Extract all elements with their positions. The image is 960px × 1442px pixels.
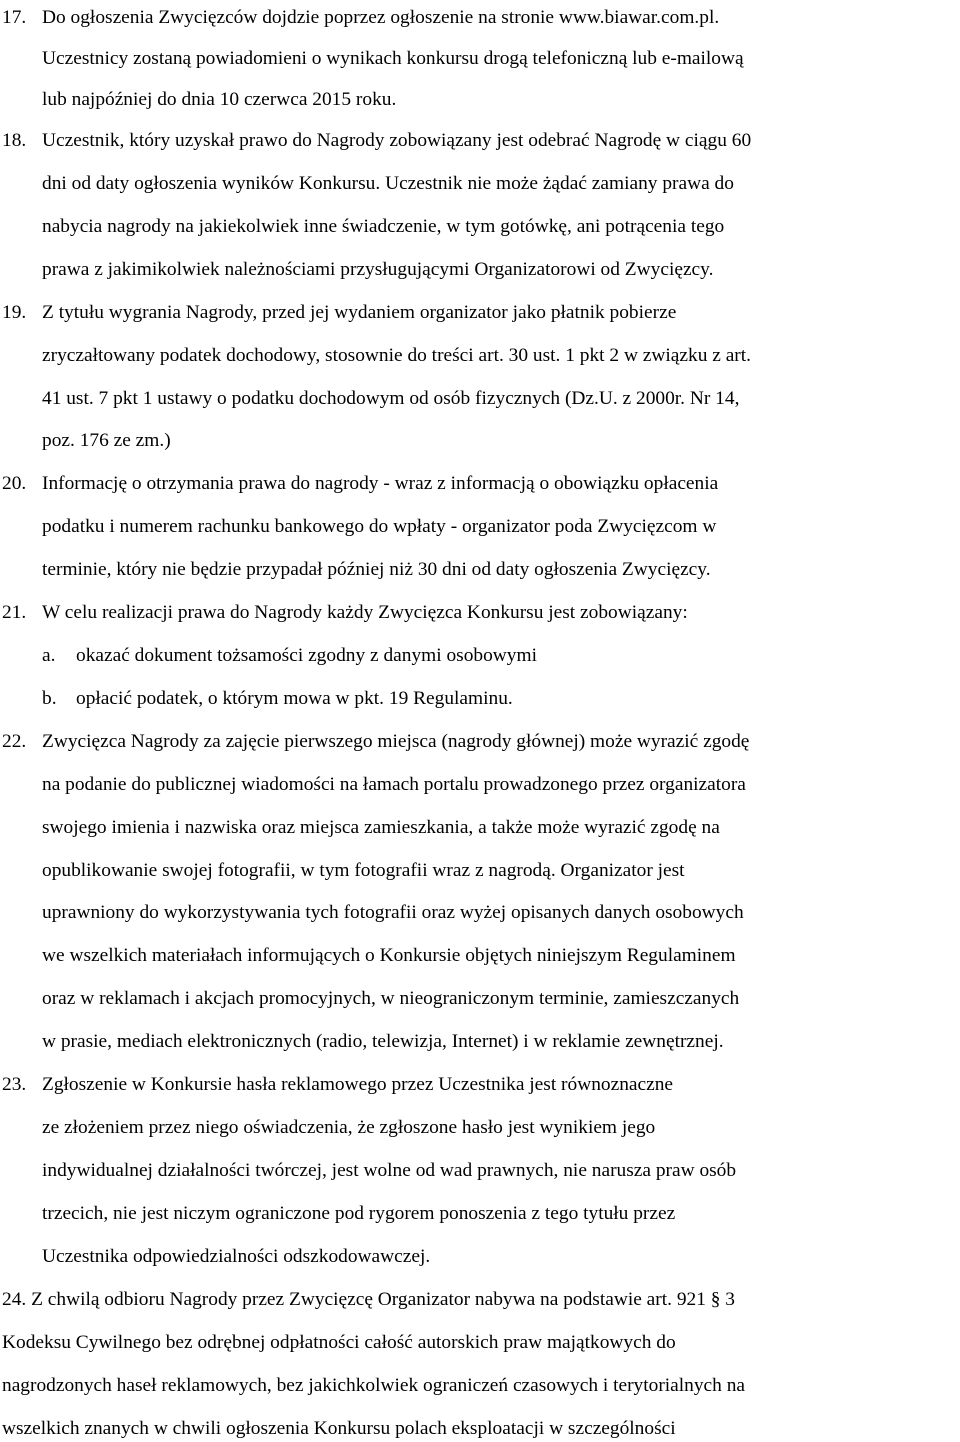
item-text: swojego imienia i nazwiska oraz miejsca zamieszkania, a także może wyrazić zgodę na (42, 817, 720, 838)
item-text: dni od daty ogłoszenia wyników Konkursu. Uczestnik nie może żądać zamiany prawa do (42, 173, 734, 194)
item-text: we wszelkich materiałach informujących o Konkursie objętych niniejszym Regulaminem (42, 945, 736, 966)
item-text: Kodeksu Cywilnego bez odrębnej odpłatności całość autorskich praw majątkowych do (2, 1332, 676, 1353)
item-text: Z tytułu wygrania Nagrody, przed jej wydaniem organizator jako płatnik pobierze (42, 302, 677, 323)
item-text: Zwycięzca Nagrody za zajęcie pierwszego miejsca (nagrody głównej) może wyrazić zgodę (42, 731, 750, 752)
item-number: 18. (2, 130, 27, 151)
item-text: uprawniony do wykorzystywania tych fotografii oraz wyżej opisanych danych osobowych (42, 902, 744, 923)
item-number: 19. (2, 302, 27, 323)
item-text: nagrodzonych haseł reklamowych, bez jakichkolwiek ograniczeń czasowych i terytorialnych na (2, 1375, 746, 1396)
item-number: 22. (2, 731, 27, 752)
item-text: Informację o otrzymania prawa do nagrody - wraz z informacją o obowiązku opłacenia (42, 473, 719, 494)
item-text: wszelkich znanych w chwili ogłoszenia Konkursu polach eksploatacji w szczególności (2, 1418, 676, 1439)
item-text: podatku i numerem rachunku bankowego do wpłaty - organizator poda Zwycięzcom w (42, 516, 717, 537)
item-text: opublikowanie swojej fotografii, w tym fotografii wraz z nagrodą. Organizator jest (42, 860, 685, 881)
item-text: prawa z jakimikolwiek należnościami przysługującymi Organizatorowi od Zwycięzcy. (42, 259, 714, 280)
item-text: Uczestnika odpowiedzialności odszkodowawczej. (42, 1246, 431, 1267)
item-text: terminie, który nie będzie przypadał później niż 30 dni od daty ogłoszenia Zwycięzcy. (42, 559, 711, 580)
item-text: Uczestnicy zostaną powiadomieni o wynikach konkursu drogą telefoniczną lub e-mailową (42, 48, 744, 69)
item-text: na podanie do publicznej wiadomości na łamach portalu prowadzonego przez organizatora (42, 774, 746, 795)
sub-item-letter: a. (42, 645, 56, 666)
item-number: 23. (2, 1074, 27, 1095)
item-text: lub najpóźniej do dnia 10 czerwca 2015 roku. (42, 89, 397, 110)
item-text: 41 ust. 7 pkt 1 ustawy o podatku dochodowym od osób fizycznych (Dz.U. z 2000r. Nr 14, (42, 388, 740, 409)
item-text: 24. Z chwilą odbioru Nagrody przez Zwycięzcę Organizator nabywa na podstawie art. 921 § 3 (2, 1289, 735, 1310)
sub-item-text: opłacić podatek, o którym mowa w pkt. 19 Regulaminu. (76, 688, 513, 709)
sub-item-text: okazać dokument tożsamości zgodny z danymi osobowymi (76, 645, 537, 666)
item-text: indywidualnej działalności twórczej, jest wolne od wad prawnych, nie narusza praw osób (42, 1160, 737, 1181)
item-text: poz. 176 ze zm.) (42, 430, 171, 451)
item-text: Uczestnik, który uzyskał prawo do Nagrody zobowiązany jest odebrać Nagrodę w ciągu 60 (42, 130, 752, 151)
item-text: Zgłoszenie w Konkursie hasła reklamowego przez Uczestnika jest równoznaczne (42, 1074, 674, 1095)
item-text: W celu realizacji prawa do Nagrody każdy Zwycięzca Konkursu jest zobowiązany: (42, 602, 688, 623)
item-number: 21. (2, 602, 27, 623)
item-text: nabycia nagrody na jakiekolwiek inne świadczenie, w tym gotówkę, ani potrącenia tego (42, 216, 725, 237)
item-number: 17. (2, 7, 27, 28)
sub-item-letter: b. (42, 688, 57, 709)
item-text: oraz w reklamach i akcjach promocyjnych, w nieograniczonym terminie, zamieszczanych (42, 988, 740, 1009)
item-text: Do ogłoszenia Zwycięzców dojdzie poprzez ogłoszenie na stronie www.biawar.com.pl. (42, 7, 720, 28)
item-text: w prasie, mediach elektronicznych (radio, telewizja, Internet) i w reklamie zewnętrznej. (42, 1031, 724, 1052)
item-text: ze złożeniem przez niego oświadczenia, że zgłoszone hasło jest wynikiem jego (42, 1117, 656, 1138)
item-text: zryczałtowany podatek dochodowy, stosownie do treści art. 30 ust. 1 pkt 2 w związku z art. (42, 345, 751, 366)
item-number: 20. (2, 473, 27, 494)
item-text: trzecich, nie jest niczym ograniczone pod rygorem ponoszenia z tego tytułu przez (42, 1203, 676, 1224)
